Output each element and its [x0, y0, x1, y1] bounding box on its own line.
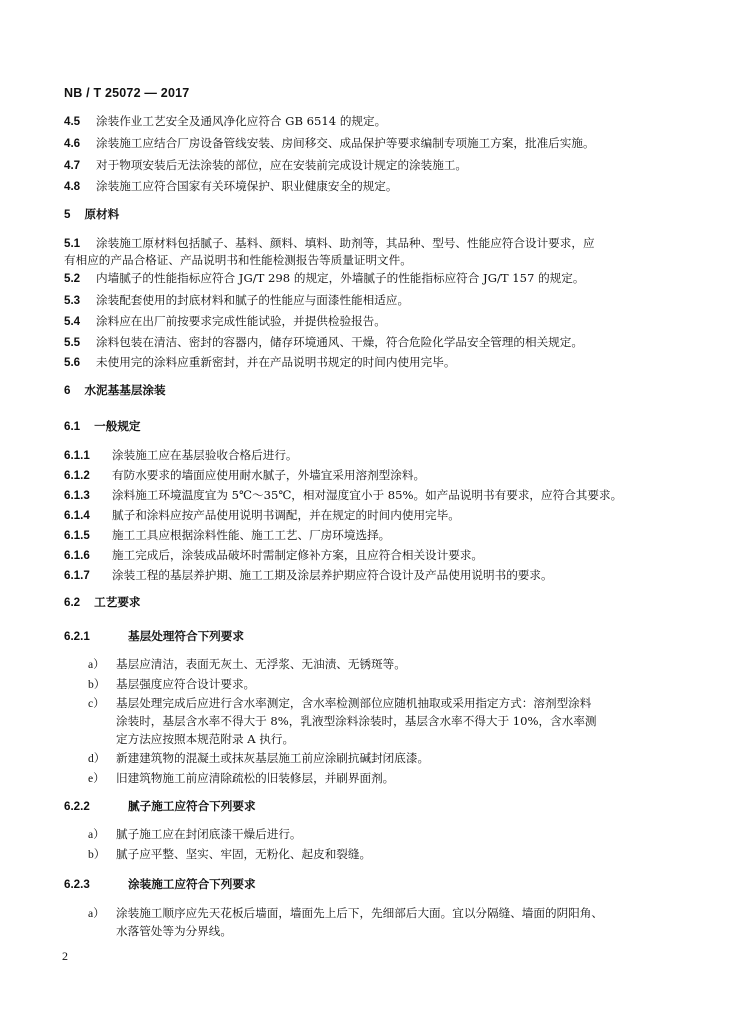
clause-5-4: [64, 313, 386, 330]
clause-number: 5.2: [64, 272, 81, 285]
clause-text: 涂料施工环境温度宜为 5℃～35℃，相对湿度宜小于 85%。如产品说明书有要求，应符合其要求。: [112, 488, 623, 502]
clause-text: 涂装施工应符合国家有关环境保护、职业健康安全的规定。: [96, 179, 398, 193]
clause-text: 涂装配套使用的封底材料和腻子的性能应与面漆性能相适应。: [96, 293, 410, 307]
clause-6-1-2: [64, 467, 425, 484]
section-title: 涂装施工应符合下列要求: [128, 877, 256, 891]
clause-text: 内墙腻子的性能指标应符合 JG/T 298 的规定，外墙腻子的性能指标应符合 JG/T 157 的规定。: [96, 271, 585, 285]
clause-number: 6.1.5: [64, 529, 90, 542]
section-number: 6: [64, 384, 71, 397]
list-item-text: 基层强度应符合设计要求。: [116, 677, 256, 691]
clause-6-1-7: [64, 567, 553, 584]
clause-number: 6.1.2: [64, 469, 90, 482]
clause-text: 涂料应在出厂前按要求完成性能试验，并提供检验报告。: [96, 314, 386, 328]
list-item-6-2-1-e: [88, 770, 394, 787]
section-title: 水泥基基层涂装: [84, 383, 166, 397]
clause-number: 4.7: [64, 159, 81, 172]
clause-text: 施工完成后，涂装成品破坏时需制定修补方案，且应符合相关设计要求。: [112, 548, 484, 562]
list-marker: a）: [88, 907, 105, 920]
section-title: 腻子施工应符合下列要求: [128, 799, 256, 813]
document-code-header: NB / T 25072 — 2017: [64, 86, 190, 100]
clause-number: 6.1.7: [64, 569, 90, 582]
list-marker: e）: [88, 772, 105, 785]
clause-4-5: [64, 113, 386, 130]
list-item-6-2-3-a-continuation: 水落管处等为分界线。: [116, 924, 232, 938]
section-number: 6.2.3: [64, 878, 90, 891]
clause-text: 施工工具应根据涂料性能、施工工艺、厂房环境选择。: [112, 528, 391, 542]
clause-6-1-1: [64, 447, 298, 464]
list-marker: a）: [88, 828, 105, 841]
clause-5-6: [64, 354, 455, 371]
list-marker: d）: [88, 752, 106, 765]
section-number: 6.2.2: [64, 800, 90, 813]
clause-text: 对于物项安装后无法涂装的部位，应在安装前完成设计规定的涂装施工。: [96, 158, 468, 172]
clause-text: 有防水要求的墙面应使用耐水腻子，外墙宜采用溶剂型涂料。: [112, 468, 426, 482]
clause-number: 4.6: [64, 137, 81, 150]
clause-5-5: [64, 334, 583, 351]
list-item-6-2-1-b: [88, 676, 255, 693]
clause-5-3: [64, 292, 409, 309]
section-title: 一般规定: [94, 419, 141, 433]
list-item-6-2-1-c-continuation-1: 涂装时，基层含水率不得大于 8%，乳液型涂料涂装时，基层含水率不得大于 10%，含水率测: [116, 714, 597, 728]
clause-5-1: [64, 235, 595, 252]
list-item-text: 腻子应平整、坚实、牢固，无粉化、起皮和裂缝。: [116, 847, 372, 861]
list-item-6-2-1-c: [88, 695, 591, 712]
clause-number: 6.1.4: [64, 509, 90, 522]
list-marker: c）: [88, 697, 105, 710]
clause-6-1-6: [64, 547, 483, 564]
clause-5-1-continuation: 有相应的产品合格证、产品说明书和性能检测报告等质量证明文件。: [64, 253, 412, 267]
section-number: 6.1: [64, 420, 81, 433]
section-6-2-1-heading: [64, 628, 244, 645]
clause-number: 5.1: [64, 237, 81, 250]
clause-text: 涂装作业工艺安全及通风净化应符合 GB 6514 的规定。: [96, 114, 387, 128]
clause-number: 5.3: [64, 294, 81, 307]
list-marker: a）: [88, 658, 105, 671]
list-item-6-2-1-a: [88, 656, 406, 673]
section-6-2-3-heading: [64, 876, 256, 893]
clause-number: 4.5: [64, 115, 81, 128]
clause-text: 未使用完的涂料应重新密封，并在产品说明书规定的时间内使用完毕。: [96, 355, 456, 369]
list-item-text: 新建建筑物的混凝土或抹灰基层施工前应涂刷抗碱封闭底漆。: [116, 751, 430, 765]
clause-text: 涂装施工原材料包括腻子、基料、颜料、填料、助剂等，其品种、型号、性能应符合设计要求，应: [96, 236, 595, 250]
clause-6-1-4: [64, 507, 460, 524]
clause-number: 5.5: [64, 336, 81, 349]
clause-4-8: [64, 178, 397, 195]
clause-text: 涂装施工应在基层验收合格后进行。: [112, 448, 298, 462]
clause-4-7: [64, 157, 467, 174]
section-6-2-heading: [64, 594, 141, 611]
section-title: 基层处理符合下列要求: [128, 629, 244, 643]
clause-text: 涂装施工应结合厂房设备管线安装、房间移交、成品保护等要求编制专项施工方案，批准后实施。: [96, 136, 595, 150]
list-item-text: 旧建筑物施工前应清除疏松的旧装修层，并刷界面剂。: [116, 771, 395, 785]
section-6-heading: [64, 382, 166, 399]
clause-number: 4.8: [64, 180, 81, 193]
clause-text: 腻子和涂料应按产品使用说明书调配，并在规定的时间内使用完毕。: [112, 508, 460, 522]
section-number: 5: [64, 208, 71, 221]
list-item-text: 涂装施工顺序应先天花板后墙面，墙面先上后下，先细部后大面。宜以分隔缝、墙面的阴阳角、: [116, 906, 603, 920]
list-item-text: 腻子施工应在封闭底漆干燥后进行。: [116, 827, 302, 841]
clause-5-2: [64, 270, 584, 287]
list-item-6-2-3-a: [88, 905, 603, 922]
section-5-heading: [64, 206, 119, 223]
section-6-1-heading: [64, 418, 141, 435]
list-item-6-2-1-c-continuation-2: 定方法应按照本规范附录 A 执行。: [116, 732, 295, 746]
list-item-text: 基层应清洁，表面无灰土、无浮浆、无油渍、无锈斑等。: [116, 657, 406, 671]
clause-text: 涂装工程的基层养护期、施工工期及涂层养护期应符合设计及产品使用说明书的要求。: [112, 568, 553, 582]
list-item-6-2-2-b: [88, 846, 371, 863]
section-title: 工艺要求: [94, 595, 141, 609]
clause-number: 6.1.6: [64, 549, 90, 562]
list-marker: b）: [88, 678, 106, 691]
clause-4-6: [64, 135, 595, 152]
section-6-2-2-heading: [64, 798, 256, 815]
list-marker: b）: [88, 848, 106, 861]
clause-number: 6.1.3: [64, 489, 90, 502]
clause-text: 涂料包装在清洁、密封的容器内，储存环境通风、干燥，符合危险化学品安全管理的相关规定。: [96, 335, 583, 349]
section-number: 6.2: [64, 596, 81, 609]
page-number: 2: [62, 949, 68, 963]
section-number: 6.2.1: [64, 630, 90, 643]
list-item-text: 基层处理完成后应进行含水率测定，含水率检测部位应随机抽取或采用指定方式：溶剂型涂料: [116, 696, 592, 710]
list-item-6-2-2-a: [88, 826, 302, 843]
list-item-6-2-1-d: [88, 750, 429, 767]
clause-number: 5.4: [64, 315, 81, 328]
clause-6-1-3: [64, 487, 622, 504]
clause-number: 6.1.1: [64, 449, 90, 462]
clause-number: 5.6: [64, 356, 81, 369]
clause-6-1-5: [64, 527, 390, 544]
section-title: 原材料: [84, 207, 120, 221]
